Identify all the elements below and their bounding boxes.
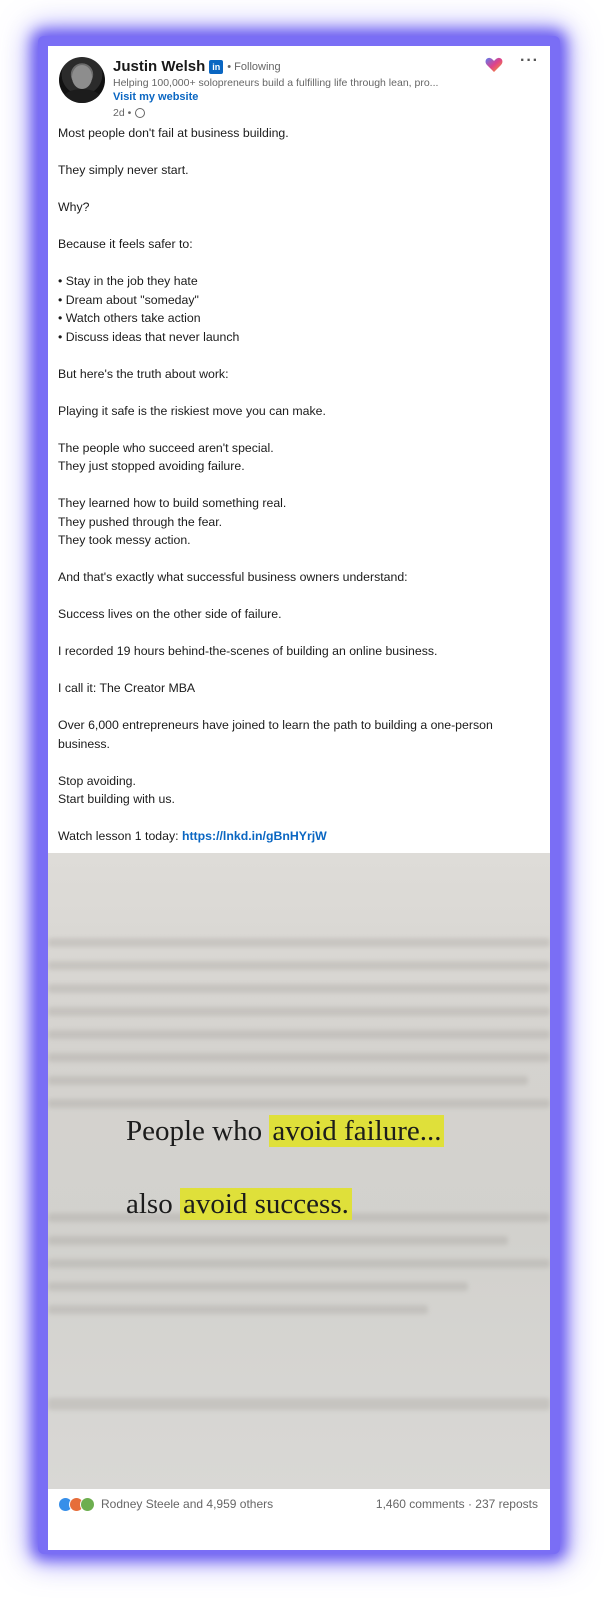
post-bullet-list: • Stay in the job they hate • Dream about "someday" • Watch others take action • Discuss ideas that never launch [58, 274, 240, 344]
avatar-face [72, 65, 92, 89]
post-paragraph: They simply never start. [58, 163, 189, 177]
author-name[interactable]: Justin Welsh [113, 58, 206, 75]
blurred-text-line [48, 984, 550, 993]
blurred-text-line [48, 961, 550, 970]
cta-link[interactable]: https://lnkd.in/gBnHYrjW [181, 829, 327, 843]
reaction-icons[interactable] [58, 1497, 91, 1512]
globe-icon [135, 108, 145, 118]
quote-line-1 [126, 1115, 444, 1148]
blurred-text-line [48, 1282, 468, 1291]
blurred-text-line [48, 1305, 428, 1314]
post-time [113, 107, 145, 119]
post-body [48, 124, 550, 846]
blurred-text-line [48, 1236, 508, 1245]
linkedin-badge-icon: in [209, 60, 223, 74]
quote-line-2-highlight: avoid success. [180, 1188, 352, 1220]
blurred-text-line [48, 1099, 550, 1108]
linkedin-post-card [48, 46, 550, 1550]
post-paragraph: They learned how to build something real. They pushed through the fear. They took messy action. [58, 496, 287, 547]
blurred-text-line [48, 1053, 550, 1062]
post-time-label: 2d • [113, 107, 132, 119]
quote-line-1-text: People who [126, 1115, 270, 1147]
post-paragraph: Stop avoiding. Start building with us. [58, 773, 175, 806]
quote-line-1-highlight: avoid failure... [269, 1115, 444, 1147]
post-image[interactable] [48, 853, 550, 1489]
post-paragraph: Why? [58, 200, 90, 214]
post-paragraph: Over 6,000 entrepreneurs have joined to learn the path to building a one-person business. [58, 718, 493, 751]
post-paragraph: And that's exactly what successful business owners understand: [58, 570, 408, 584]
blurred-text-line [48, 1076, 528, 1085]
comments-reposts-count[interactable]: 1,460 comments · 237 reposts [375, 1497, 538, 1511]
cta-prefix: Watch lesson 1 today: [58, 829, 182, 843]
author-headline: Helping 100,000+ solopreneurs build a fulfilling life through lean, pro... [113, 77, 439, 89]
blurred-text-line [48, 1030, 550, 1039]
post-cta [58, 827, 540, 846]
blurred-text-line [48, 1259, 550, 1268]
blurred-text-line [48, 1007, 550, 1016]
quote-line-2-text: also [126, 1188, 180, 1220]
celebrate-icon [80, 1497, 95, 1512]
reactions-count[interactable]: Rodney Steele and 4,959 others [101, 1497, 274, 1511]
blurred-text-line [48, 1398, 550, 1410]
visit-website-link[interactable]: Visit my website [113, 91, 199, 103]
author-name-row [113, 58, 281, 75]
post-paragraph: Most people don't fail at business building. [58, 126, 289, 140]
blurred-text-line [48, 938, 550, 947]
post-paragraph: I call it: The Creator MBA [58, 681, 196, 695]
heart-icon [484, 55, 504, 75]
more-icon[interactable]: ··· [520, 52, 539, 69]
post-paragraph: Success lives on the other side of failure. [58, 607, 282, 621]
post-paragraph: I recorded 19 hours behind-the-scenes of building an online business. [58, 644, 438, 658]
avatar-shoulders [63, 89, 101, 103]
post-paragraph: The people who succeed aren't special. They just stopped avoiding failure. [58, 440, 274, 473]
social-counts-bar [48, 1489, 550, 1519]
author-avatar[interactable] [59, 57, 105, 103]
post-header [48, 46, 550, 124]
following-status: • Following [227, 60, 281, 73]
quote-line-2 [126, 1188, 352, 1221]
post-paragraph: Playing it safe is the riskiest move you can make. [58, 403, 326, 418]
post-paragraph: Because it feels safer to: [58, 237, 193, 251]
post-paragraph: But here's the truth about work: [58, 366, 229, 381]
